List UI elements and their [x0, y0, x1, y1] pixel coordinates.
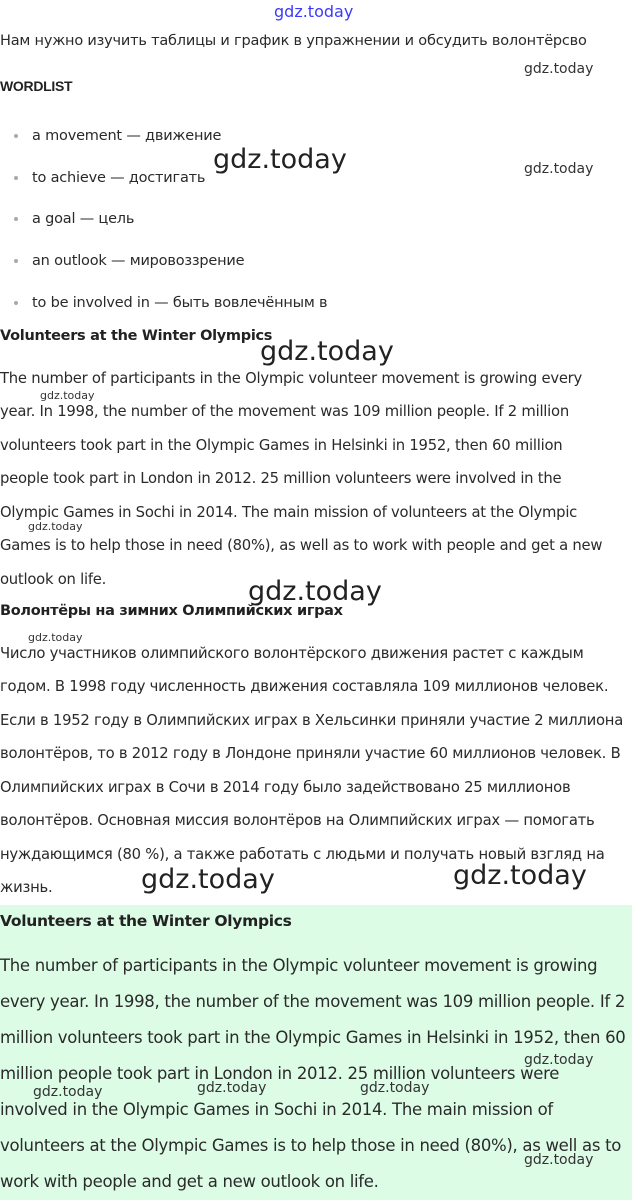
- wordlist-item-text: a goal — цель: [32, 211, 135, 227]
- text-line: Число участников олимпийского волонтёрского движения растет с каждым: [0, 645, 584, 662]
- watermark: gdz.today: [28, 631, 83, 644]
- text-line: Games is to help those in need (80%), as well as to work with people and get a new: [0, 537, 603, 554]
- text-line: Olympic Games in Sochi in 2014. The main mission of volunteers at the Olympic: [0, 504, 578, 521]
- text-line: volunteers at the Olympic Games is to help those in need (80%), as well as to: [0, 1136, 622, 1155]
- watermark: gdz.today: [40, 389, 95, 402]
- text-line: жизнь.: [0, 879, 53, 896]
- text-line: every year. In 1998, the number of the movement was 109 million people. If 2: [0, 992, 626, 1011]
- watermark: gdz.today: [213, 144, 347, 175]
- bullet-icon: [14, 217, 18, 221]
- watermark: gdz.today: [524, 1152, 594, 1168]
- text-line: volunteers took part in the Olympic Games in Helsinki in 1952, then 60 million: [0, 437, 563, 454]
- answer-title: Volunteers at the Winter Olympics: [0, 912, 292, 930]
- text-line: годом. В 1998 году численность движения составляла 109 миллионов человек.: [0, 678, 609, 695]
- watermark: gdz.today: [524, 161, 594, 177]
- wordlist-item: [14, 211, 134, 227]
- wordlist-item: [14, 253, 244, 269]
- text-line: волонтёров, то в 2012 году в Лондоне приняли участие 60 миллионов человек. В: [0, 745, 621, 762]
- text-line: Если в 1952 году в Олимпийских играх в Хельсинки приняли участие 2 миллиона: [0, 712, 624, 729]
- watermark: gdz.today: [524, 1052, 594, 1068]
- intro-text: Нам нужно изучить таблицы и график в упражнении и обсудить волонтёрсво: [0, 33, 587, 49]
- watermark: gdz.today: [260, 336, 394, 367]
- wordlist-item-text: a movement — движение: [32, 128, 222, 144]
- text-line: people took part in London in 2012. 25 million volunteers were involved in the: [0, 470, 562, 487]
- bullet-icon: [14, 259, 18, 263]
- wordlist-item-text: to achieve — достигать: [32, 170, 206, 186]
- watermark: gdz.today: [274, 2, 354, 21]
- text-line: The number of participants in the Olympic volunteer movement is growing every: [0, 370, 583, 387]
- watermark: gdz.today: [33, 1084, 103, 1100]
- russian-title: Волонтёры на зимних Олимпийских играх: [0, 603, 343, 619]
- wordlist-title: WORDLIST: [0, 78, 73, 94]
- text-line: million people took part in London in 2012. 25 million volunteers were: [0, 1064, 560, 1083]
- text-line: нуждающимся (80 %), а также работать с людьми и получать новый взгляд на: [0, 846, 605, 863]
- text-line: The number of participants in the Olympic volunteer movement is growing: [0, 956, 598, 975]
- wordlist-item-text: to be involved in — быть вовлечённым в: [32, 295, 328, 311]
- wordlist-item: [14, 170, 205, 186]
- text-line: Олимпийских играх в Сочи в 2014 году было задействовано 25 миллионов: [0, 779, 571, 796]
- text-line: involved in the Olympic Games in Sochi in 2014. The main mission of: [0, 1100, 553, 1119]
- text-line: outlook on life.: [0, 571, 107, 588]
- watermark: gdz.today: [524, 61, 594, 77]
- wordlist-item: [14, 128, 221, 144]
- wordlist-item: [14, 295, 327, 311]
- wordlist-item-text: an outlook — мировоззрение: [32, 253, 245, 269]
- text-line: million volunteers took part in the Olympic Games in Helsinki in 1952, then 60: [0, 1028, 626, 1047]
- watermark: gdz.today: [360, 1080, 430, 1096]
- watermark: gdz.today: [28, 520, 83, 533]
- bullet-icon: [14, 134, 18, 138]
- text-line: work with people and get a new outlook on life.: [0, 1172, 379, 1191]
- bullet-icon: [14, 301, 18, 305]
- english-title: Volunteers at the Winter Olympics: [0, 328, 273, 344]
- text-line: year. In 1998, the number of the movement was 109 million people. If 2 million: [0, 403, 569, 420]
- watermark: gdz.today: [141, 864, 275, 895]
- bullet-icon: [14, 176, 18, 180]
- watermark: gdz.today: [248, 576, 382, 607]
- text-line: волонтёров. Основная миссия волонтёров на Олимпийских играх — помогать: [0, 812, 595, 829]
- watermark: gdz.today: [453, 860, 587, 891]
- watermark: gdz.today: [197, 1080, 267, 1096]
